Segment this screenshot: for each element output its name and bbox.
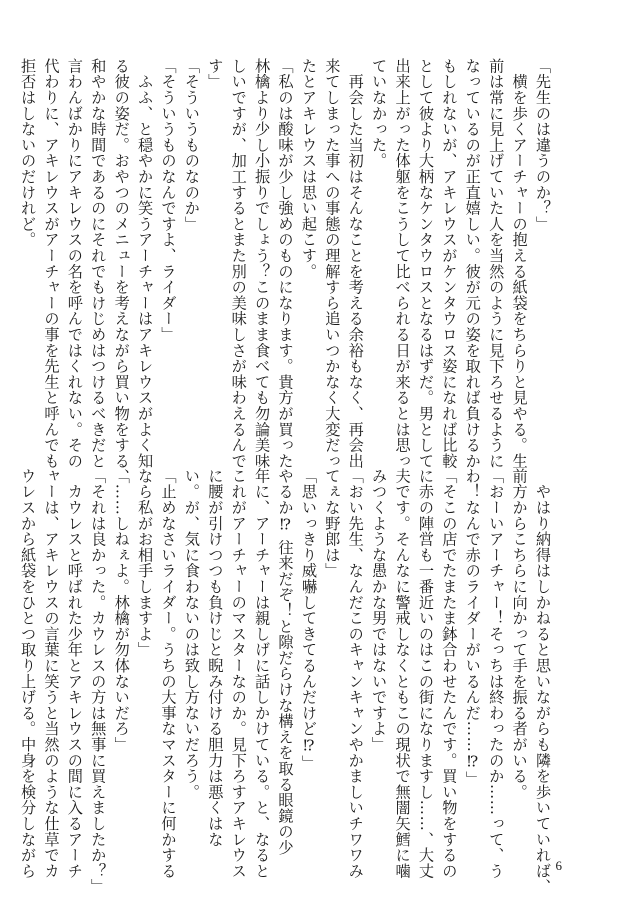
text-line: として彼より大柄なケンタウロスとなるはずだ。男として — [416, 58, 435, 469]
text-line: カウレスと呼ばれた少年とアキレウスの間に入るアーチ — [65, 468, 84, 879]
text-line: に赤の陣営も一番近いのはこの街になりますし……、大丈 — [416, 468, 435, 879]
upper-text-block — [16, 58, 554, 485]
text-line: たとアキレウスは思い起こす。 — [299, 58, 318, 280]
text-line: やはり納得はしかねると思いながらも隣を歩いていれば、 — [534, 468, 552, 895]
text-line: 「先生のは違うのか？」 — [534, 58, 552, 232]
text-line: 前方からこちらに向かって手を振る者がいる。 — [510, 468, 529, 800]
text-line: 「おい先生、なんだこのキャンキャンやかましいチワワみ — [346, 468, 365, 879]
text-line: やるか⁉ 往来だぞ！と隙だらけな構えを取る眼鏡の少 — [276, 468, 295, 856]
text-line: なっているのが正直嬉しい。彼が元の姿を取れば負けるか — [463, 58, 482, 469]
text-line: 「私のは酸味が少し強めのものになります。貴方が買った — [276, 58, 295, 469]
text-line: 「そこの店でたまたま鉢合わせたんです。買い物をするの — [440, 468, 459, 879]
text-line: 出来上がった体躯をこうして比べられる日が来るとは思っ — [393, 58, 412, 469]
text-line: 「……しねぇよ。林檎が勿体ないだろ」 — [112, 468, 131, 753]
text-line: 再会した当初はそんなことを考える余裕もなく、再会出 — [346, 58, 365, 469]
text-line: ャーは、アキレウスの言葉に笑うと当然のような仕草でカ — [42, 468, 61, 879]
text-line: ウレスから紙袋をひとつ取り上げる。中身を検分しながら — [19, 468, 38, 879]
text-line: 拒否はしないのだけれど。 — [19, 58, 38, 248]
text-line: しいですが、加工するとまた別の美味しさが味わえるんで — [229, 58, 248, 469]
text-line: 年に、アーチャーは親しげに話しかけている。と、なると — [253, 468, 272, 879]
text-line: 「おーいアーチャー！そっちは終わったのか……って、う — [487, 468, 506, 879]
text-line: い。が、気に食わないのは致し方ないだろう。 — [182, 468, 201, 800]
text-line: なら私がお相手しますよ」 — [136, 468, 155, 658]
text-line: 「思いっきり威嚇してきてるんだけど⁉」 — [299, 468, 318, 771]
lower-text-block — [16, 468, 554, 895]
text-line: 「そういうものなのか」 — [182, 58, 201, 232]
text-line: 来てしまった事への事態の理解すら追いつかなく大変だっ — [323, 58, 342, 469]
text-line: 林檎より少し小振りでしょう？このまま食べても勿論美味 — [253, 58, 272, 469]
text-line: みつくような愚かな男ではないですよ」 — [370, 468, 389, 753]
text-line: 代わりに、アキレウスがアーチャーの事を先生と呼んでも — [42, 58, 61, 469]
text-line: る彼の姿だ。おやつのメニューを考えながら買い物をする、 — [112, 58, 131, 485]
text-line: これがアーチャーのマスターなのか。見下ろすアキレウス — [229, 468, 248, 879]
text-line: 「それは良かった。カウレスの方は無事に買えましたか？」 — [89, 468, 108, 895]
text-line: てぇな野郎は」 — [323, 468, 342, 579]
text-line: す」 — [206, 58, 225, 90]
text-line: 夫です。そんなに警戒しなくともこの現状で無闇矢鱈に噛 — [393, 468, 412, 879]
text-line: 前は常に見上げていた人を当然のように見下ろせるように — [487, 58, 506, 469]
text-line: に腰が引けつつも負けじと睨み付ける胆力は悪くはな — [206, 468, 225, 848]
text-line: 言わんばかりにアキレウスの名を呼んではくれない。その — [65, 58, 84, 469]
text-line: ふふ、と穏やかに笑うアーチャーはアキレウスがよく知 — [136, 58, 155, 469]
text-line: 和やかな時間であるのにそれでもけじめはつけるべきだと — [89, 58, 108, 469]
text-line: 「そういうものなんですよ、ライダー」 — [159, 58, 178, 343]
text-line: 横を歩くアーチャーの抱える紙袋をちらりと見やる。生 — [510, 58, 529, 469]
text-line: ていなかった。 — [370, 58, 389, 169]
text-line: わ！なんで赤のライダーがいるんだ……⁉」 — [463, 468, 482, 787]
text-line: もしれないが、アキレウスがケンタウロス姿になれば比較 — [440, 58, 459, 469]
page-number: 6 — [555, 858, 562, 873]
text-line: 「止めなさいライダー。うちの大事なマスターに何かする — [159, 468, 178, 879]
